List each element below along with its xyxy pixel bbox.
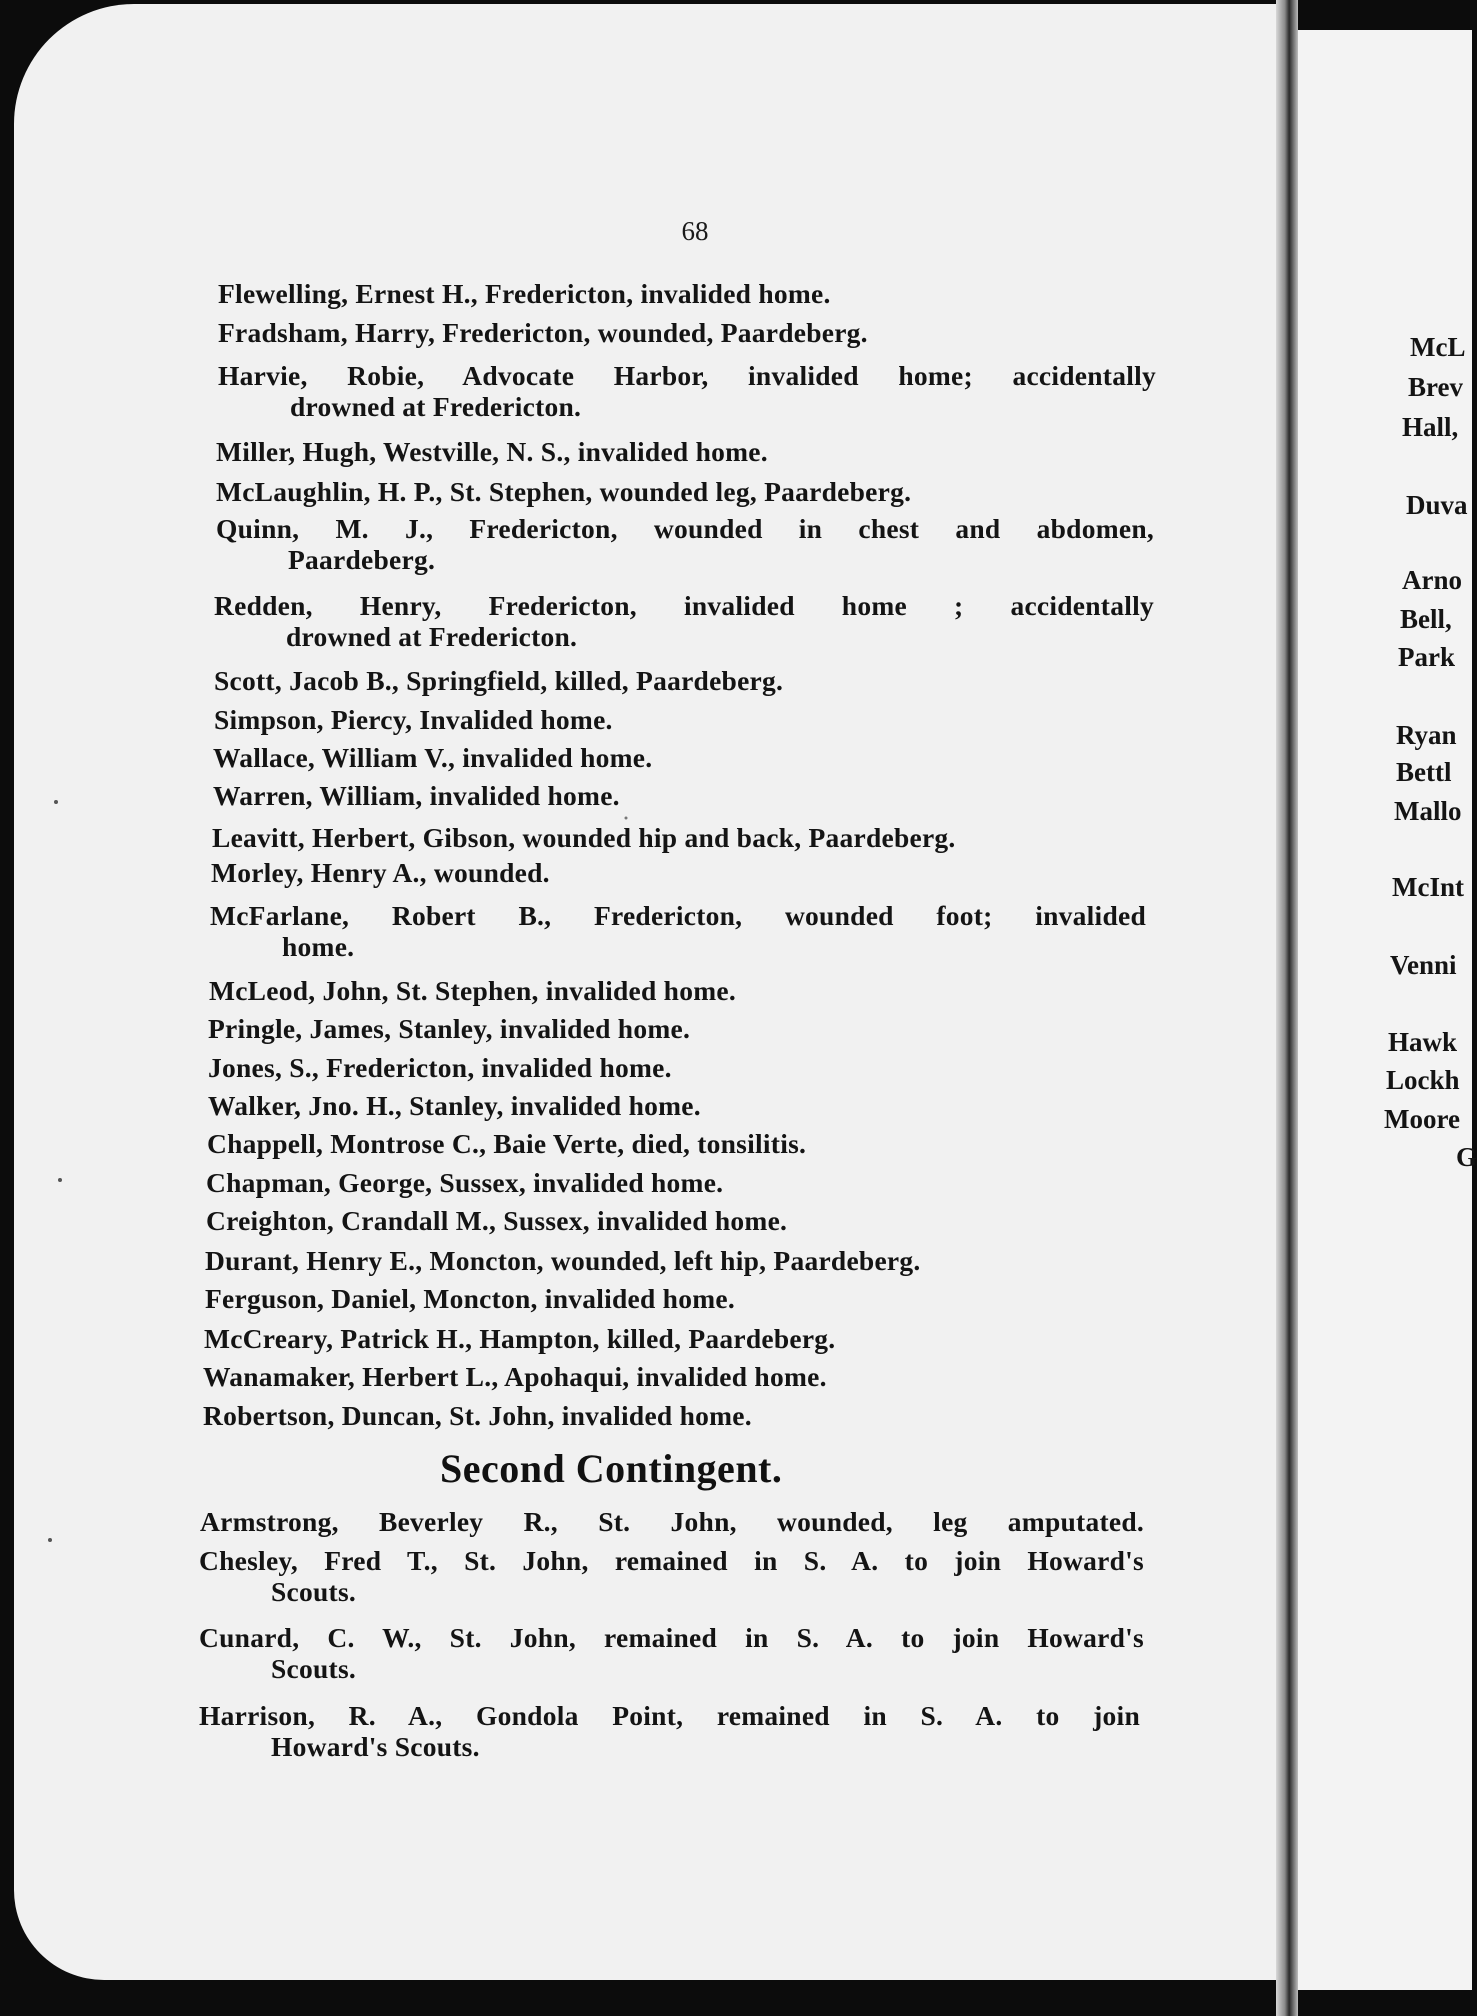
facing-page-fragment: McInt [1392,872,1464,902]
facing-page-fragment: G [1456,1142,1477,1172]
facing-page-fragment: Brev [1408,372,1463,402]
list-entry: Warren, William, invalided home. [213,780,620,811]
list-entry: Harvie, Robie, Advocate Harbor, invalided home; accidentally drowned at Fredericton. [218,360,1156,422]
list-entry: Chappell, Montrose C., Baie Verte, died, tonsilitis. [207,1128,807,1159]
facing-page-fragment: Bell, [1400,604,1452,634]
page-number: 68 [681,216,709,246]
list-entry: Durant, Henry E., Moncton, wounded, left hip, Paardeberg. [205,1245,921,1276]
list-entry: Chesley, Fred T., St. John, remained in S. A. to join Howard's Scouts. [199,1545,1144,1607]
list-entry: Fradsham, Harry, Fredericton, wounded, Paardeberg. [218,317,868,348]
facing-page-fragment: Lockh [1386,1065,1460,1095]
facing-page-fragment: Venni [1390,950,1457,980]
list-entry: Pringle, James, Stanley, invalided home. [208,1013,691,1044]
list-entry: Flewelling, Ernest H., Fredericton, invalided home. [218,278,831,309]
list-entry: McFarlane, Robert B., Fredericton, wounded foot; invalided home. [210,900,1146,962]
list-entry: Creighton, Crandall M., Sussex, invalided home. [206,1205,788,1236]
speck [58,1178,62,1182]
facing-page-fragment: Duva [1406,490,1468,520]
list-entry: McLaughlin, H. P., St. Stephen, wounded leg, Paardeberg. [216,476,912,507]
speck [54,800,58,804]
facing-page-fragment: McL [1410,332,1466,362]
facing-page-fragment: Hawk [1388,1027,1458,1057]
speck [48,1538,52,1542]
list-entry: Wanamaker, Herbert L., Apohaqui, invalided home. [203,1361,827,1392]
list-entry: Armstrong, Beverley R., St. John, wounded, leg amputated. [200,1506,1144,1537]
list-entry: Simpson, Piercy, Invalided home. [214,704,613,735]
list-entry: McLeod, John, St. Stephen, invalided home. [209,975,736,1006]
list-entry: Leavitt, Herbert, Gibson, wounded hip and back, Paardeberg. [212,822,956,853]
facing-page-fragment: Ryan [1396,720,1457,750]
list-entry: Redden, Henry, Fredericton, invalided home ; accidentally drowned at Fredericton. [214,590,1154,652]
list-entry: Harrison, R. A., Gondola Point, remained in S. A. to join Howard's Scouts. [199,1700,1140,1762]
list-entry: Cunard, C. W., St. John, remained in S. A. to join Howard's Scouts. [199,1622,1144,1684]
list-entry: Quinn, M. J., Fredericton, wounded in chest and abdomen, Paardeberg. [216,513,1154,575]
list-entry: McCreary, Patrick H., Hampton, killed, Paardeberg. [204,1323,836,1354]
facing-page-fragment: Moore [1384,1104,1460,1134]
list-entry: Jones, S., Fredericton, invalided home. [208,1052,672,1083]
facing-page-fragment: Hall, [1402,412,1459,442]
speck [625,817,628,820]
list-entry: Wallace, William V., invalided home. [213,742,653,773]
list-entry: Walker, Jno. H., Stanley, invalided home. [208,1090,701,1121]
facing-page-fragment: Mallo [1394,796,1462,826]
list-entry: Ferguson, Daniel, Moncton, invalided home. [205,1283,735,1314]
section-heading: Second Contingent. [440,1446,783,1491]
facing-page-fragment: Arno [1402,565,1462,595]
list-entry: Morley, Henry A., wounded. [211,857,550,888]
list-entry: Chapman, George, Sussex, invalided home. [206,1167,724,1198]
list-entry: Miller, Hugh, Westville, N. S., invalided home. [216,436,768,467]
list-entry: Scott, Jacob B., Springfield, killed, Paardeberg. [214,665,784,696]
list-entry: Robertson, Duncan, St. John, invalided home. [203,1400,752,1431]
facing-page-fragment: Bettl [1396,757,1452,787]
facing-page-fragment: Park [1398,642,1455,672]
